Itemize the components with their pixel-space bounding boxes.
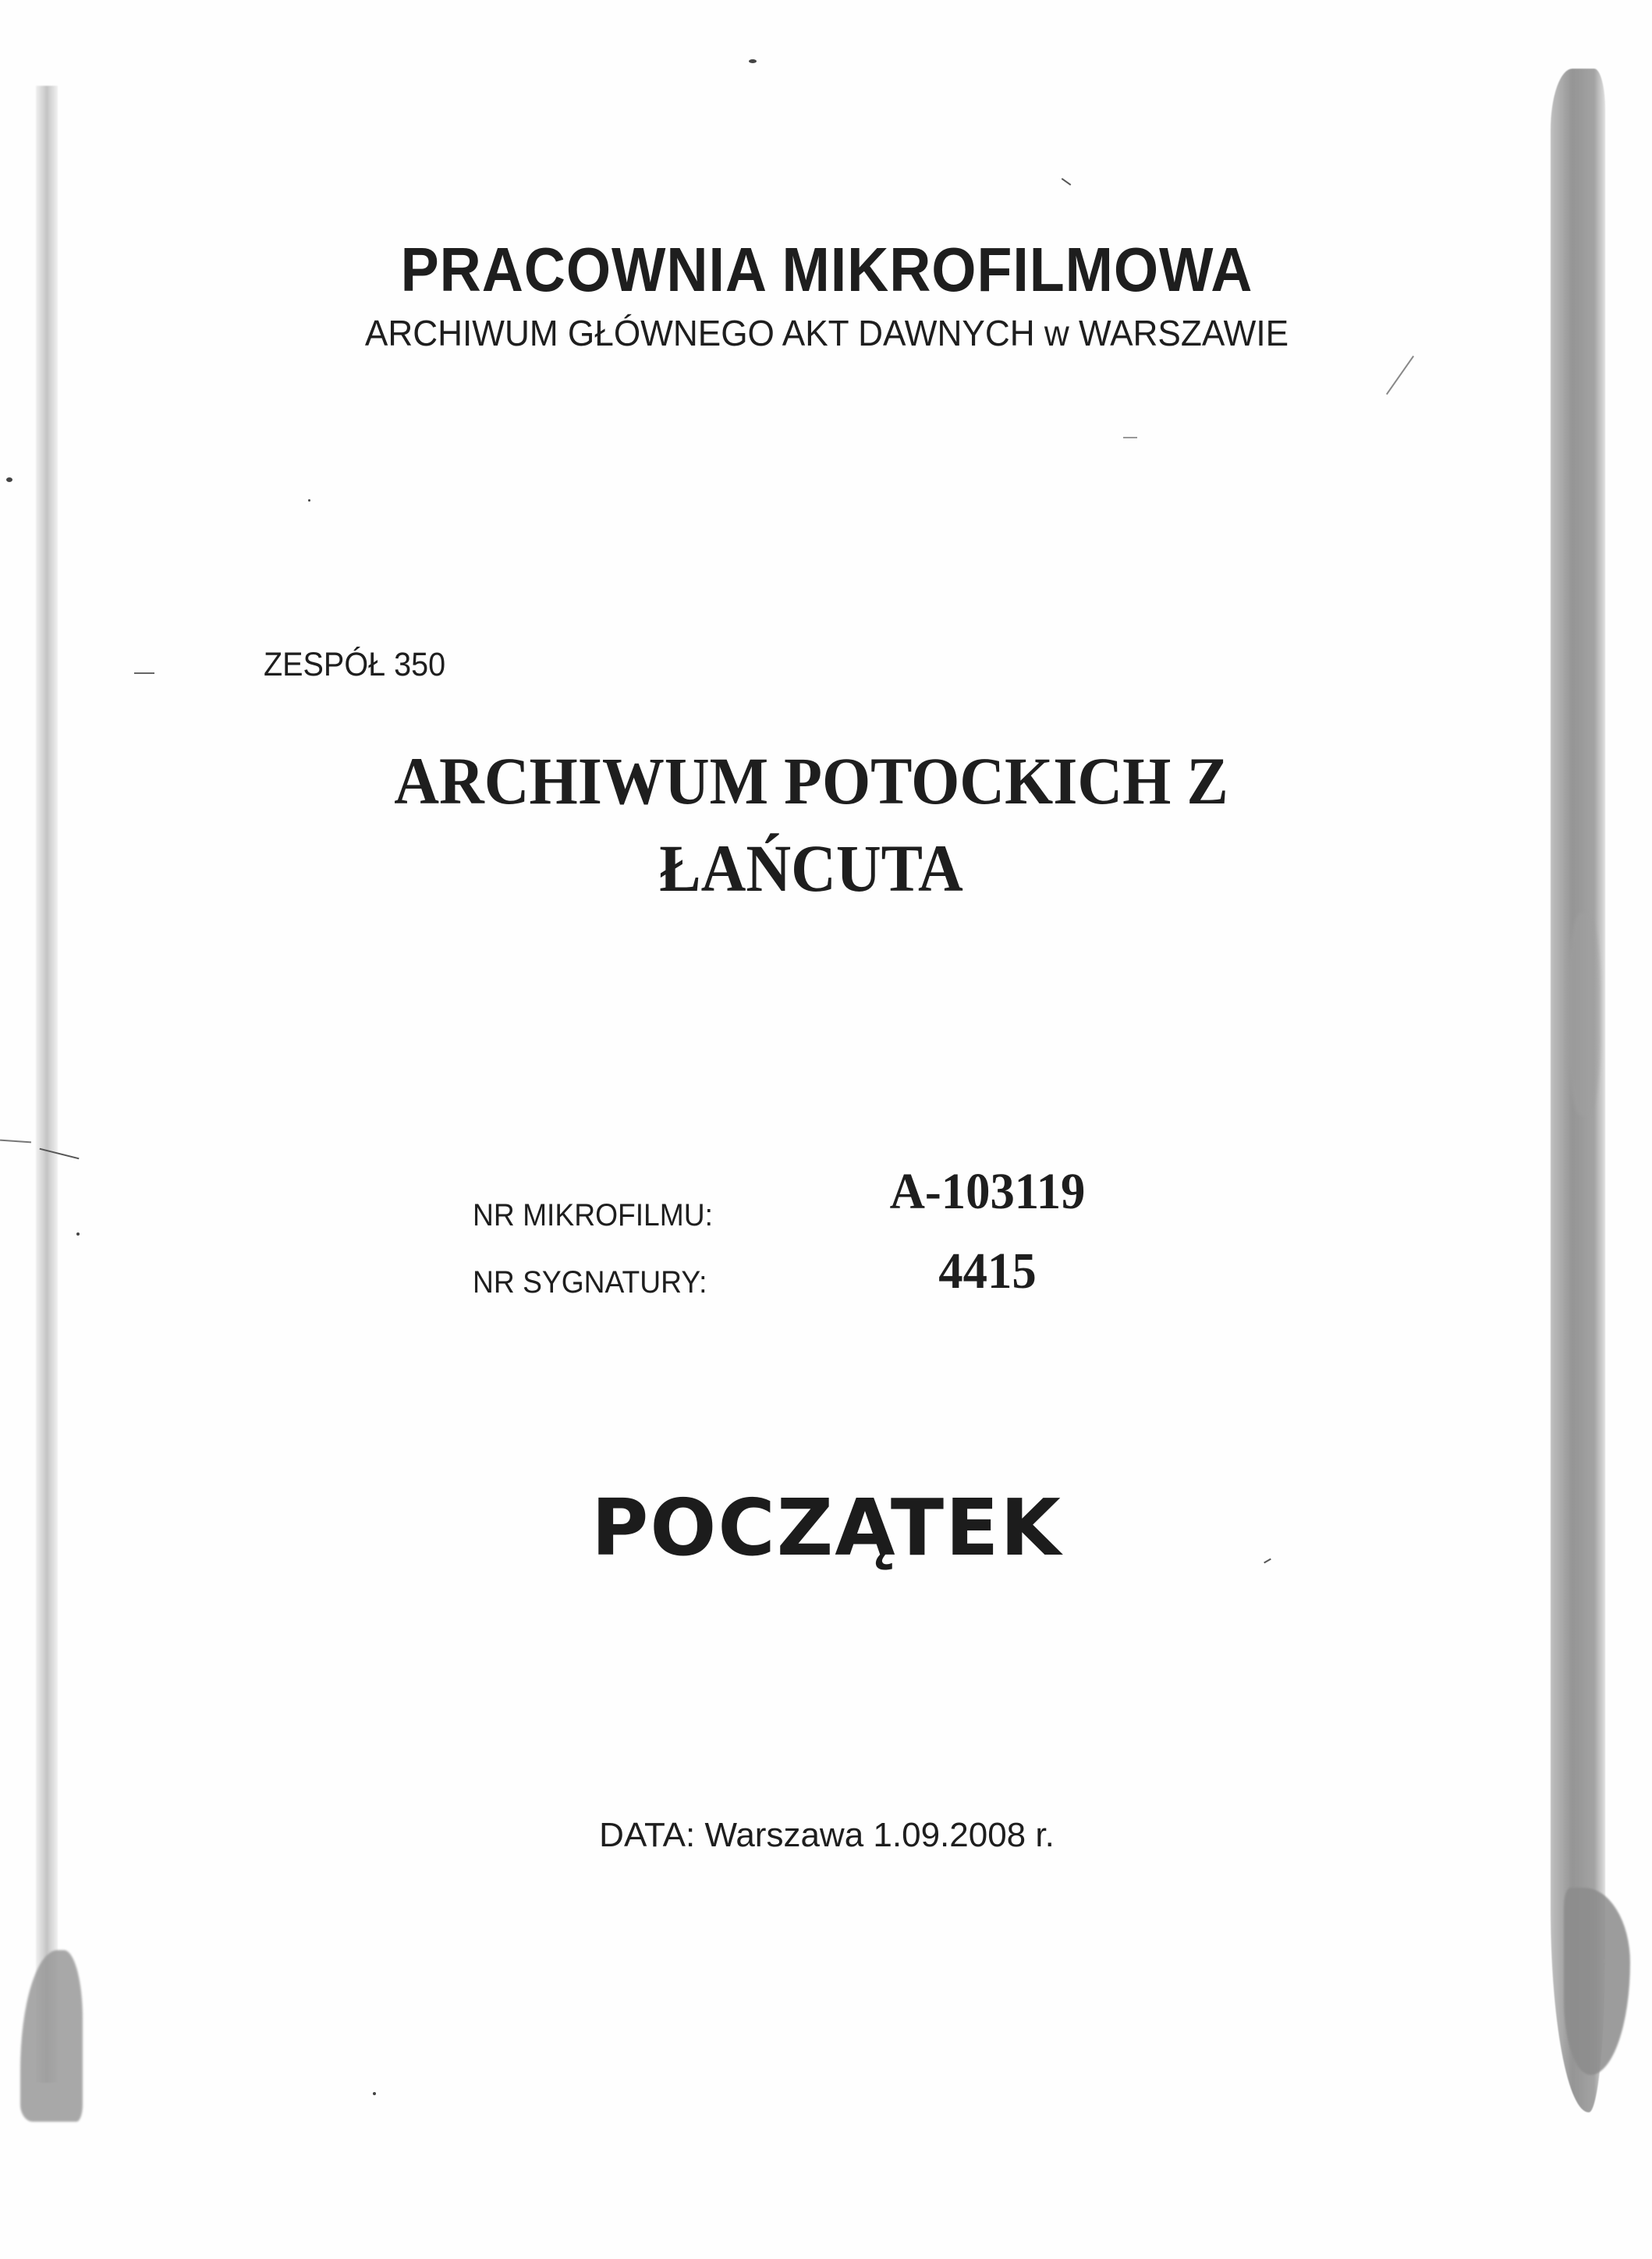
- collection-title: [303, 737, 1319, 912]
- scan-mark: [1062, 178, 1072, 186]
- scan-edge-left: [36, 86, 58, 2083]
- microfilm-number-value: A-103119: [889, 1163, 1086, 1220]
- scan-mark: [0, 1140, 31, 1144]
- collection-title-line-2: ŁAŃCUTA: [659, 831, 963, 906]
- institution-title: PRACOWNIA MIKROFILMOWA: [400, 235, 1253, 304]
- status-heading: POCZĄTEK: [591, 1482, 1062, 1573]
- date-line: DATA: Warszawa 1.09.2008 r.: [599, 1816, 1055, 1854]
- signature-number-value: 4415: [938, 1243, 1037, 1300]
- scan-mark: [1386, 356, 1414, 395]
- scan-speck: [749, 59, 757, 63]
- collection-label: ZESPÓŁ 350: [264, 646, 446, 683]
- collection-title-line-1: ARCHIWUM POTOCKICH Z: [394, 743, 1228, 818]
- institution-subtitle: ARCHIWUM GŁÓWNEGO AKT DAWNYCH w WARSZAWIE: [364, 313, 1289, 353]
- scan-speck: [373, 2092, 376, 2095]
- scan-speck: [6, 477, 12, 482]
- scan-mark: [1264, 1559, 1271, 1564]
- scan-mark: [1123, 437, 1137, 438]
- microfilm-number-label: NR MIKROFILMU:: [473, 1198, 713, 1232]
- scan-edge-right-bulge: [1568, 913, 1601, 1115]
- scan-edge-right-bottom: [1564, 1888, 1630, 2075]
- scan-speck: [76, 1232, 80, 1236]
- signature-number-label: NR SYGNATURY:: [473, 1265, 707, 1300]
- scan-mark: [134, 672, 154, 674]
- scan-edge-left-bottom: [20, 1950, 83, 2122]
- scan-speck: [308, 499, 310, 502]
